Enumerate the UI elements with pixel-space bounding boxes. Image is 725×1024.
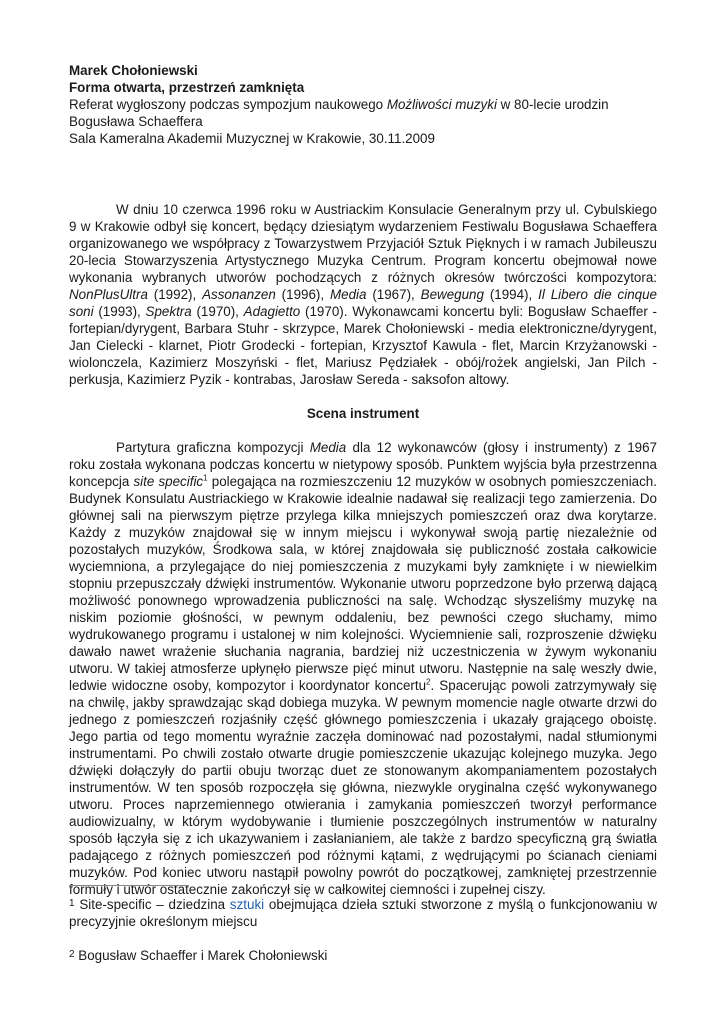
footnote-1 — [69, 896, 657, 930]
text: (1996), — [275, 287, 330, 302]
header-line-honoree: Bogusława Schaeffera — [69, 114, 203, 129]
text: . Spacerując powoli zatrzymywały się na chwilę, jakby sprawdzając skąd dobiega muzyka. W pewnym momencie nagle otwarte drzwi do jednego z pomieszczeń rozjaśniły część głównego pomieszczenia i ukazały grającego oboistę. Jego partia od tego momentu wyraźnie zaczęła dominować nad pozostałymi, nadal stłumionymi instrumentami. Po chwili zostało otwarte drugie pomieszczenie ukazując kolejnego muzyka. Jego dźwięki dołączyły do partii obuju tworząc duet ze stonowanym akompaniamentem pozostałych instrumentów. W ten sposób rozpoczęła się główna, niezwykle oryginalna część wykonywanego utworu. Proces naprzemiennego otwierania i zamykania pomieszczeń tworzył performance audiowizualny, w którym wydobywanie i tłumienie poszczególnych instrumentów w naturalny sposób łączyła się z ich ukazywaniem i zasłanianiem, ale także z bardzo specyficzną grą światła padającego z różnych pomieszczeń pod różnymi kątami, z wędrującymi po ścianach cieniami muzyków. Pod koniec utworu nastąpił powolny powrót do początkowej, zamkniętej przestrzennie formuły i utwór ostatecznie zakończył się w całkowitej ciemności i zupełnej ciszy. — [69, 678, 657, 897]
text: (1970), — [191, 304, 244, 319]
footnote-divider — [69, 885, 189, 886]
author-name: Marek Chołoniewski — [69, 63, 198, 78]
text: (1993), — [93, 304, 146, 319]
text: (1970). Wykonawcami koncertu byli: Bogusław Schaeffer - fortepian/dyrygent, Barbara Stuhr - skrzypce, Marek Chołoniewski - media elektroniczne/dyrygent, Jan Cielecki - klarnet, Piotr Grodecki - fortepian, Krzysztof Kawula - flet, Marcin Krzyżanowski - wiolonczela, Kazimierz Moszyński - flet, Mariusz Pędziałek - obój/rożek angielski, Jan Pilch - perkusja, Kazimierz Pyzik - kontrabas, Jarosław Sereda - saksofon altowy. — [69, 304, 658, 387]
footnote-2 — [69, 947, 657, 964]
work-title: Spektra — [145, 304, 192, 319]
footnotes — [69, 896, 657, 964]
header-line-event — [69, 96, 657, 113]
work-title: Bewegung — [420, 287, 484, 302]
document-header — [69, 62, 657, 147]
text: W dniu 10 czerwca 1996 roku w Austriackim Konsulacie Generalnym przy ul. Cybulskiego 9 w Krakowie odbył się koncert, będący dziesiątym wydarzeniem Festiwalu Bogusława Schaeffera organizowanego we współpracy z Towarzystwem Przyjaciół Sztuk Pięknych i w ramach Jubileuszu 20-lecia Stowarzyszenia Artystycznego Muzyka Centrum. Program koncertu obejmował nowe wykonania wybranych utworów pochodzących z różnych okresów twórczości kompozytora: — [69, 202, 657, 285]
text: (1967), — [366, 287, 421, 302]
term-site-specific: site specific — [133, 474, 204, 489]
footnote-text: Site-specific – dziedzina — [74, 897, 230, 912]
work-title: NonPlusUltra — [69, 287, 148, 302]
text: (1992), — [147, 287, 203, 302]
section-heading: Scena instrument — [306, 406, 420, 421]
work-title: Assonanzen — [202, 287, 276, 302]
text: Partytura graficzna kompozycji — [116, 440, 310, 455]
footnote-ref-2[interactable]: 2 — [426, 677, 431, 687]
footnote-text: Bogusław Schaeffer i Marek Chołoniewski — [74, 948, 328, 963]
header-text: w 80-lecie urodzin — [496, 97, 609, 112]
work-title: Media — [309, 440, 347, 455]
header-text: Referat wygłoszony podczas sympozjum naukowego — [69, 97, 387, 112]
work-title: Media — [329, 287, 367, 302]
work-title: Il Libero die cinque soni — [69, 287, 657, 319]
footnote-number: 1 — [69, 898, 75, 909]
document-title: Forma otwarta, przestrzeń zamknięta — [69, 80, 305, 95]
document-page — [69, 62, 657, 898]
footnote-number: 2 — [69, 949, 75, 960]
header-symposium-name: Możliwości muzyki — [386, 97, 497, 112]
paragraph-intro — [69, 201, 657, 388]
work-title: Adagietto — [243, 304, 301, 319]
paragraph-scena — [69, 439, 657, 898]
footnote-text: obejmująca dzieła sztuki stworzone z myślą o funkcjonowaniu w precyzyjnie określonym miejscu — [69, 897, 657, 929]
text: (1994), — [483, 287, 539, 302]
footnote-link-sztuki[interactable]: sztuki — [229, 897, 265, 912]
footnote-ref-1[interactable]: 1 — [203, 473, 208, 483]
text: dla 12 wykonawców (głosy i instrumenty) z 1967 roku została wykonana podczas koncertu w nietypowy sposób. Punktem wyjścia była przestrzenna koncepcja — [69, 440, 657, 489]
header-line-venue: Sala Kameralna Akademii Muzycznej w Krakowie, 30.11.2009 — [69, 131, 435, 146]
text: polegająca na rozmieszczeniu 12 muzyków w osobnych pomieszczeniach. Budynek Konsulatu Austriackiego w Krakowie idealnie nadawał się realizacji tego zamierzenia. Do głównej sali na pierwszym piętrze przylega kilka mniejszych pomieszczeń oraz dwa korytarze. Każdy z muzyków znajdował się w innym miejscu i wykonywał swoją partię niezależnie od pozostałych muzyków, Środkowa sala, w której znajdowała się publiczność została całkowicie wyciemniona, a przylegające do niej pomieszczenia z muzykami były zamknięte i w niewielkim stopniu przepuszczały dźwięki instrumentów. Wykonanie utworu poprzedzone było przerwą dającą możliwość ponownego wprowadzenia publiczności na salę. Wchodząc słyszeliśmy muzykę na niskim poziomie głośności, w pewnym oddaleniu, bez pewności czego słuchamy, mimo wydrukowanego programu i ustalonej w nim kolejności. Wyciemnienie sali, rozproszenie dźwięku dawało nawet wrażenie słuchania nagrania, bardziej niż uczestniczenia w żywym wykonaniu utworu. W takiej atmosferze upłynęło pierwsze pięć minut utworu. Następnie na salę weszły dwie, ledwie widoczne osoby, kompozytor i koordynator koncertu — [69, 474, 657, 693]
